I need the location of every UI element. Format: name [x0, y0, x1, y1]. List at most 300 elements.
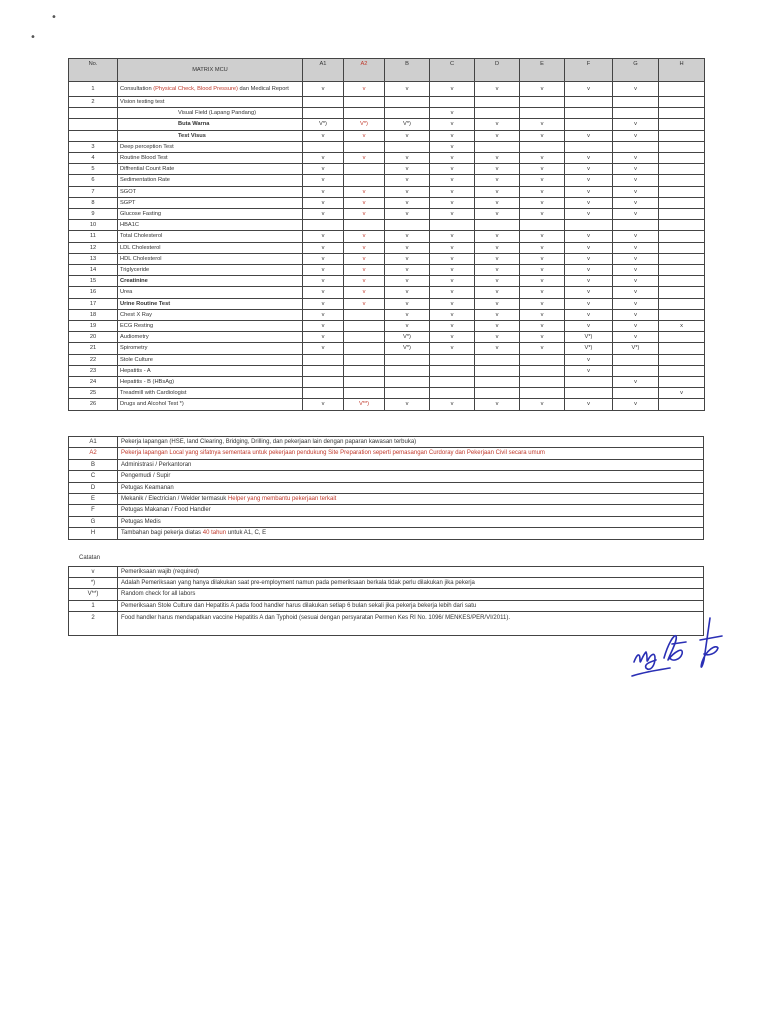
test-name	[118, 231, 303, 242]
mark-cell-g: v	[613, 130, 659, 141]
mark-cell-g	[613, 388, 659, 399]
row-number	[69, 119, 118, 130]
mark-cell-c: v	[430, 253, 475, 264]
mark-cell-h	[659, 298, 705, 309]
mark-cell-g: v	[613, 265, 659, 276]
mark-cell-d: v	[475, 231, 520, 242]
mark-cell-b: v	[385, 276, 430, 287]
row-number: 19	[69, 321, 118, 332]
mark-cell-b: v	[385, 231, 430, 242]
mark-cell-d	[475, 108, 520, 119]
test-name	[118, 253, 303, 264]
test-name-text: LDL Cholesterol	[120, 244, 161, 251]
mark-cell-f: v	[565, 265, 613, 276]
mark-cell-b	[385, 220, 430, 231]
mark-cell-f: v	[565, 365, 613, 376]
legend-code: C	[69, 471, 118, 482]
mark-cell-c: v	[430, 332, 475, 343]
mark-cell-b: v	[385, 175, 430, 186]
mark-cell-g: v	[613, 186, 659, 197]
mark-cell-c: v	[430, 164, 475, 175]
mark-cell-g: v	[613, 119, 659, 130]
mark-cell-g: v	[613, 82, 659, 97]
legend-row	[69, 516, 704, 527]
header-col-h: H	[659, 59, 705, 82]
mark-cell-a2: v	[344, 287, 385, 298]
legend-description	[118, 448, 704, 459]
header-col-e: E	[520, 59, 565, 82]
matrix-row	[69, 130, 705, 141]
mark-cell-a2	[344, 354, 385, 365]
row-number: 12	[69, 242, 118, 253]
test-name	[118, 309, 303, 320]
mark-cell-a2: v	[344, 186, 385, 197]
row-number: 16	[69, 287, 118, 298]
legend-row	[69, 505, 704, 516]
legend-description	[118, 516, 704, 527]
row-number: 2	[69, 97, 118, 108]
mark-cell-g: v	[613, 298, 659, 309]
test-name	[118, 130, 303, 141]
mark-cell-d: v	[475, 399, 520, 410]
mark-cell-d: v	[475, 287, 520, 298]
test-name	[118, 298, 303, 309]
mark-cell-b	[385, 365, 430, 376]
test-name	[118, 343, 303, 354]
mark-cell-h	[659, 175, 705, 186]
mark-cell-b	[385, 108, 430, 119]
mark-cell-c: v	[430, 298, 475, 309]
mark-cell-g: v	[613, 399, 659, 410]
mark-cell-a1	[303, 108, 344, 119]
mark-cell-h	[659, 343, 705, 354]
test-name-text: Total Cholesterol	[120, 233, 163, 240]
legend-text: Administrasi / Perkantoran	[121, 461, 192, 468]
test-name	[118, 399, 303, 410]
mark-cell-h	[659, 82, 705, 97]
mark-cell-f	[565, 97, 613, 108]
mark-cell-c: v	[430, 265, 475, 276]
mark-cell-c: v	[430, 141, 475, 152]
mark-cell-b	[385, 388, 430, 399]
matrix-row	[69, 354, 705, 365]
mark-cell-e: v	[520, 242, 565, 253]
test-name	[118, 276, 303, 287]
mark-cell-a2: v	[344, 242, 385, 253]
mark-cell-h	[659, 287, 705, 298]
mark-cell-d: v	[475, 175, 520, 186]
mark-cell-a1	[303, 354, 344, 365]
row-number: 15	[69, 276, 118, 287]
mark-cell-h	[659, 365, 705, 376]
test-name	[118, 186, 303, 197]
test-name-text: Sedimentation Rate	[120, 177, 170, 184]
test-name-text: Vision testing test	[120, 99, 165, 105]
mark-cell-e: v	[520, 130, 565, 141]
mark-cell-e: v	[520, 175, 565, 186]
mark-cell-a1: v	[303, 186, 344, 197]
mark-cell-d: v	[475, 197, 520, 208]
row-number: 9	[69, 209, 118, 220]
mark-cell-b: v	[385, 242, 430, 253]
mark-cell-a2: v	[344, 231, 385, 242]
note-row	[69, 611, 704, 635]
mark-cell-b: V*)	[385, 332, 430, 343]
mark-cell-c: v	[430, 186, 475, 197]
legend-code: G	[69, 516, 118, 527]
row-number: 6	[69, 175, 118, 186]
matrix-row	[69, 186, 705, 197]
mark-cell-a2: v	[344, 298, 385, 309]
mark-cell-d	[475, 354, 520, 365]
legend-description	[118, 482, 704, 493]
mark-cell-a2	[344, 377, 385, 388]
mark-cell-d: v	[475, 119, 520, 130]
mark-cell-g	[613, 354, 659, 365]
legend-code: B	[69, 459, 118, 470]
mark-cell-c: v	[430, 82, 475, 97]
test-name-text: Urea	[120, 289, 133, 296]
mark-cell-a2	[344, 309, 385, 320]
mark-cell-g: v	[613, 321, 659, 332]
mark-cell-g: v	[613, 231, 659, 242]
mark-cell-g: v	[613, 276, 659, 287]
test-name	[118, 242, 303, 253]
mark-cell-b: v	[385, 186, 430, 197]
mark-cell-d: v	[475, 242, 520, 253]
mark-cell-a2: V*)	[344, 119, 385, 130]
mark-cell-a1	[303, 388, 344, 399]
mark-cell-g: v	[613, 287, 659, 298]
row-number: 18	[69, 309, 118, 320]
legend-text: Petugas Medis	[121, 518, 161, 525]
mark-cell-b	[385, 141, 430, 152]
note-text: Random check for all labors	[118, 589, 704, 600]
mark-cell-d	[475, 97, 520, 108]
mark-cell-c: v	[430, 153, 475, 164]
mark-cell-g: v	[613, 175, 659, 186]
mark-cell-a1: v	[303, 343, 344, 354]
mark-cell-d	[475, 377, 520, 388]
mark-cell-a1: v	[303, 399, 344, 410]
mark-cell-d: v	[475, 153, 520, 164]
mark-cell-f: v	[565, 197, 613, 208]
row-number: 7	[69, 186, 118, 197]
row-number: 20	[69, 332, 118, 343]
mark-cell-b: v	[385, 321, 430, 332]
mark-cell-b: v	[385, 265, 430, 276]
mark-cell-c: v	[430, 130, 475, 141]
mark-cell-a2	[344, 365, 385, 376]
mark-cell-h: x	[659, 321, 705, 332]
matrix-row	[69, 97, 705, 108]
mark-cell-d	[475, 141, 520, 152]
mark-cell-d: v	[475, 82, 520, 97]
mark-cell-c: v	[430, 276, 475, 287]
mark-cell-f: v	[565, 175, 613, 186]
mark-cell-a2: v	[344, 209, 385, 220]
mark-cell-g	[613, 141, 659, 152]
mark-cell-e: v	[520, 287, 565, 298]
test-name	[118, 332, 303, 343]
mark-cell-f: v	[565, 231, 613, 242]
mark-cell-b: v	[385, 197, 430, 208]
note-row	[69, 567, 704, 578]
test-name	[118, 197, 303, 208]
mark-cell-f: v	[565, 82, 613, 97]
row-number: 25	[69, 388, 118, 399]
mark-cell-g: v	[613, 332, 659, 343]
mark-cell-a1: v	[303, 209, 344, 220]
header-no: No.	[69, 59, 118, 82]
mark-cell-b: v	[385, 130, 430, 141]
mark-cell-e	[520, 377, 565, 388]
mark-cell-h	[659, 399, 705, 410]
mark-cell-h	[659, 97, 705, 108]
mark-cell-e: v	[520, 343, 565, 354]
mark-cell-g: v	[613, 153, 659, 164]
mark-cell-e	[520, 108, 565, 119]
test-name	[118, 119, 303, 130]
mark-cell-f: V*)	[565, 332, 613, 343]
mark-cell-h	[659, 197, 705, 208]
test-name-text: Glucose Fasting	[120, 211, 162, 218]
test-name-text: Urine Routine Test	[120, 300, 171, 307]
test-name-text: HDL Cholesterol	[120, 255, 162, 262]
mark-cell-h	[659, 164, 705, 175]
mark-cell-f: v	[565, 309, 613, 320]
mark-cell-e	[520, 220, 565, 231]
mark-cell-f: v	[565, 321, 613, 332]
mark-cell-h	[659, 354, 705, 365]
mark-cell-b: v	[385, 153, 430, 164]
legend-text: Pekerja lapangan Local yang sifatnya sementara untuk pekerjaan pendukung Site Preparation seperti pemasangan Curdoray dan Pekerjaan Civil secara umum	[121, 450, 545, 457]
mark-cell-c	[430, 377, 475, 388]
matrix-row	[69, 298, 705, 309]
mark-cell-f: v	[565, 153, 613, 164]
matrix-row	[69, 141, 705, 152]
mark-cell-c	[430, 365, 475, 376]
mark-cell-a1	[303, 141, 344, 152]
legend-code: H	[69, 528, 118, 539]
row-number	[69, 130, 118, 141]
mark-cell-b: v	[385, 287, 430, 298]
notes-table	[68, 566, 704, 636]
mark-cell-f: v	[565, 354, 613, 365]
mark-cell-e: v	[520, 399, 565, 410]
test-name	[118, 388, 303, 399]
test-name-highlight: (Physical Check, Blood Pressure)	[153, 85, 238, 92]
mark-cell-d: v	[475, 343, 520, 354]
mark-cell-c	[430, 97, 475, 108]
mark-cell-e: v	[520, 265, 565, 276]
test-name-text: Hepatitis - B (HBsAg)	[120, 379, 175, 386]
mark-cell-e: v	[520, 209, 565, 220]
mark-cell-e: v	[520, 321, 565, 332]
mark-cell-a1: v	[303, 82, 344, 97]
note-row	[69, 578, 704, 589]
mark-cell-h	[659, 265, 705, 276]
note-code: *)	[69, 578, 118, 589]
mark-cell-h	[659, 141, 705, 152]
mark-cell-f: v	[565, 242, 613, 253]
mark-cell-f	[565, 108, 613, 119]
mark-cell-f	[565, 388, 613, 399]
matrix-row	[69, 309, 705, 320]
header-col-a2: A2	[344, 59, 385, 82]
mark-cell-g: V*)	[613, 343, 659, 354]
scan-speck: •	[30, 32, 36, 43]
test-name-text: Chest X Ray	[120, 311, 152, 318]
mark-cell-a2	[344, 332, 385, 343]
mark-cell-h	[659, 153, 705, 164]
mark-cell-e: v	[520, 186, 565, 197]
mark-cell-c: v	[430, 197, 475, 208]
mark-cell-d: v	[475, 209, 520, 220]
mark-cell-a1	[303, 220, 344, 231]
mark-cell-a2	[344, 321, 385, 332]
mark-cell-c	[430, 388, 475, 399]
legend-code: D	[69, 482, 118, 493]
row-number: 5	[69, 164, 118, 175]
mark-cell-a2: V**)	[344, 399, 385, 410]
test-name-text: Triglyceride	[120, 267, 150, 274]
mark-cell-a2: v	[344, 197, 385, 208]
mark-cell-d: v	[475, 186, 520, 197]
matrix-row	[69, 82, 705, 97]
matrix-row	[69, 287, 705, 298]
test-name-text: HBA1C	[120, 222, 139, 229]
matrix-row	[69, 365, 705, 376]
mark-cell-f: v	[565, 186, 613, 197]
mark-cell-e: v	[520, 298, 565, 309]
mark-cell-a1: v	[303, 321, 344, 332]
matrix-row	[69, 231, 705, 242]
mark-cell-h	[659, 276, 705, 287]
mark-cell-e: v	[520, 309, 565, 320]
mark-cell-f	[565, 377, 613, 388]
note-code: v	[69, 567, 118, 578]
legend-code: F	[69, 505, 118, 516]
mark-cell-a1: v	[303, 197, 344, 208]
header-col-c: C	[430, 59, 475, 82]
mark-cell-h	[659, 332, 705, 343]
test-name	[118, 209, 303, 220]
test-name-text: Test Visus	[178, 132, 206, 139]
mark-cell-f	[565, 141, 613, 152]
mark-cell-a1: V*)	[303, 119, 344, 130]
mark-cell-f: V*)	[565, 343, 613, 354]
mark-cell-g	[613, 365, 659, 376]
legend-text: Mekanik / Electrician / Welder termasuk	[121, 496, 228, 503]
mark-cell-h: v	[659, 388, 705, 399]
header-col-d: D	[475, 59, 520, 82]
mark-cell-g	[613, 108, 659, 119]
header-title: MATRIX MCU	[118, 59, 303, 82]
test-name	[118, 164, 303, 175]
mark-cell-a1: v	[303, 153, 344, 164]
mark-cell-b: V*)	[385, 343, 430, 354]
mark-cell-h	[659, 377, 705, 388]
scan-speck: •	[51, 12, 57, 23]
mark-cell-e: v	[520, 153, 565, 164]
row-number: 23	[69, 365, 118, 376]
matrix-row	[69, 399, 705, 410]
mark-cell-a1: v	[303, 231, 344, 242]
test-name-text: Hepatitis - A	[120, 367, 151, 374]
test-name-text: Creatinine	[120, 278, 148, 285]
mark-cell-g	[613, 220, 659, 231]
mark-cell-b: v	[385, 209, 430, 220]
mark-cell-f: v	[565, 209, 613, 220]
mark-cell-a2	[344, 343, 385, 354]
legend-text: Pekerja lapangan (HSE, land Clearing, Bridging, Drilling, dan pekerjaan lain dengan paparan kawasan terbuka)	[121, 439, 417, 445]
test-name	[118, 287, 303, 298]
mark-cell-e: v	[520, 197, 565, 208]
mark-cell-b: v	[385, 164, 430, 175]
matrix-row	[69, 388, 705, 399]
test-name-text: Stole Culture	[120, 356, 153, 363]
mark-cell-e: v	[520, 332, 565, 343]
mark-cell-c: v	[430, 175, 475, 186]
test-name-tail: dan Medical Report	[237, 85, 289, 92]
mark-cell-f: v	[565, 276, 613, 287]
mark-cell-g: v	[613, 164, 659, 175]
note-row	[69, 600, 704, 611]
mark-cell-a2: v	[344, 130, 385, 141]
mark-cell-a2: v	[344, 82, 385, 97]
mark-cell-c: v	[430, 242, 475, 253]
note-text: Pemeriksaan wajib (required)	[118, 567, 704, 578]
mark-cell-a2: v	[344, 265, 385, 276]
notes-label: Catatan	[79, 555, 101, 561]
mark-cell-d	[475, 388, 520, 399]
row-number: 21	[69, 343, 118, 354]
test-name-text: SGOT	[120, 188, 137, 195]
mark-cell-d: v	[475, 130, 520, 141]
mark-cell-g: v	[613, 209, 659, 220]
mark-cell-f: v	[565, 164, 613, 175]
row-number: 22	[69, 354, 118, 365]
header-col-g: G	[613, 59, 659, 82]
mark-cell-h	[659, 108, 705, 119]
mark-cell-a2: v	[344, 253, 385, 264]
matrix-row	[69, 220, 705, 231]
legend-row	[69, 528, 704, 539]
matrix-row	[69, 153, 705, 164]
legend-description	[118, 528, 704, 539]
mark-cell-d: v	[475, 276, 520, 287]
mark-cell-b: v	[385, 309, 430, 320]
row-number: 26	[69, 399, 118, 410]
legend-row	[69, 437, 704, 448]
mark-cell-e: v	[520, 164, 565, 175]
row-number: 13	[69, 253, 118, 264]
mark-cell-d	[475, 220, 520, 231]
mark-cell-a1: v	[303, 332, 344, 343]
test-name	[118, 108, 303, 119]
mark-cell-c	[430, 220, 475, 231]
matrix-row	[69, 209, 705, 220]
mark-cell-h	[659, 253, 705, 264]
legend-text: Tambahan bagi pekerja diatas	[121, 530, 203, 537]
mark-cell-c: v	[430, 119, 475, 130]
mark-cell-g: v	[613, 377, 659, 388]
test-name-text: Audiometry	[120, 334, 149, 341]
matrix-row	[69, 377, 705, 388]
legend-description	[118, 437, 704, 448]
mark-cell-d: v	[475, 253, 520, 264]
